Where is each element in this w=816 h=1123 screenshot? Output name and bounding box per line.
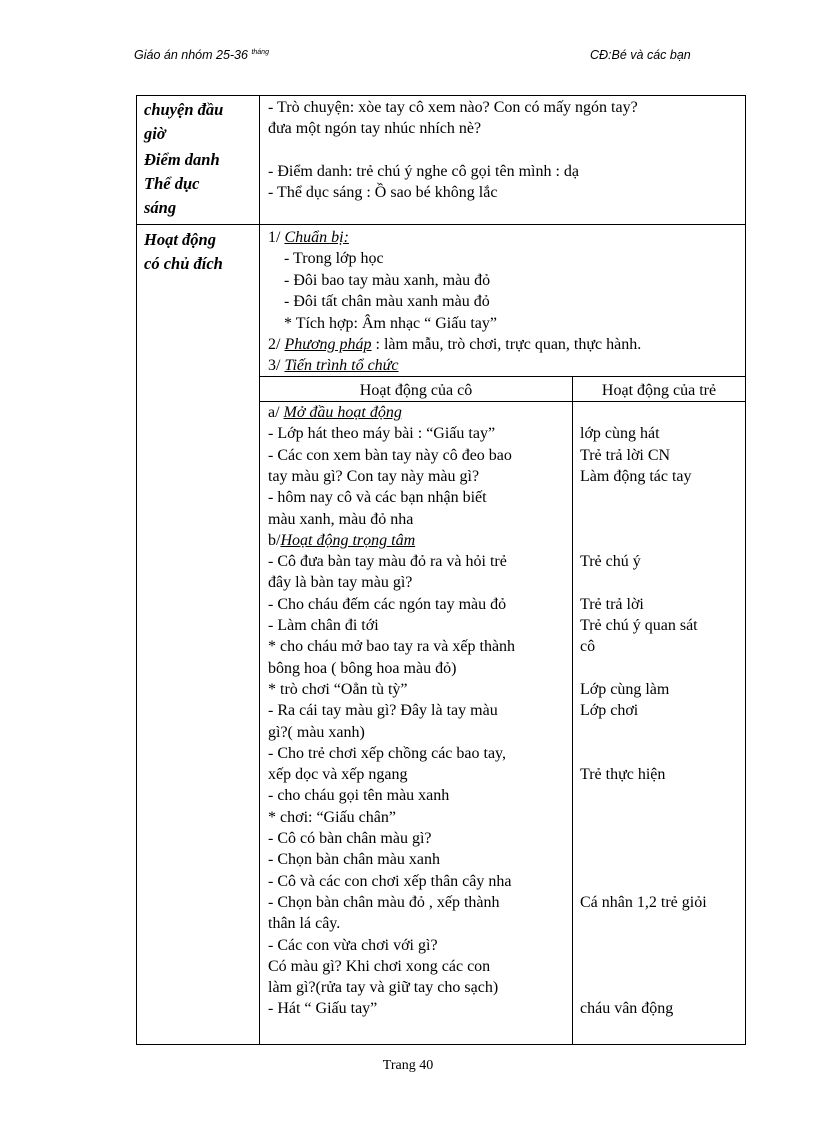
child-line: Lớp chơi (580, 702, 639, 720)
prep-prefix: 1/ (268, 229, 285, 246)
row1-label-line: sáng (144, 198, 177, 217)
child-line: cháu vân động (580, 1000, 674, 1018)
row-divider (137, 224, 745, 225)
child-line: lớp cùng hát (580, 425, 660, 443)
header-right: CĐ:Bé và các bạn (590, 48, 691, 62)
section-prefix: a/ (268, 404, 284, 421)
method-prefix: 2/ (268, 336, 285, 353)
row2-label-line: có chủ đích (144, 254, 223, 273)
child-line: Trẻ trả lời CN (580, 446, 671, 464)
teacher-line: xếp dọc và xếp ngang (268, 766, 408, 784)
teacher-line: - Các con xem bàn tay này cô đeo bao (268, 446, 512, 464)
prep-title: Chuẩn bị: (284, 229, 349, 246)
method-line (268, 334, 641, 355)
col-header-teacher: Hoạt động của cô (359, 382, 473, 399)
teacher-line: - Làm chân đi tới (268, 617, 379, 634)
teacher-section-heading (268, 402, 402, 423)
child-line: Trẻ chú ý (580, 553, 641, 571)
row1-content-line: - Điểm danh: trẻ chú ý nghe cô gọi tên mình : dạ (268, 163, 580, 180)
row1-label-line: Thể dục (144, 174, 200, 193)
process-prefix: 3/ (268, 357, 285, 374)
row2-label-line: Hoạt động (144, 230, 216, 249)
teacher-line: - cho cháu gọi tên màu xanh (268, 787, 450, 805)
header-left-sup: tháng (251, 48, 269, 56)
prep-item: - Đôi bao tay màu xanh, màu đỏ (284, 271, 491, 289)
teacher-line: làm gì?(rửa tay và giữ tay cho sạch) (268, 979, 499, 997)
prep-item: * Tích hợp: Âm nhạc “ Giấu tay” (284, 314, 497, 332)
child-line: cô (580, 638, 596, 656)
method-title: Phương pháp (284, 336, 372, 353)
child-line: Trẻ chú ý quan sát (580, 617, 698, 634)
teacher-line: bông hoa ( bông hoa màu đỏ) (268, 659, 457, 677)
child-line: Cá nhân 1,2 trẻ giỏi (580, 893, 707, 911)
teacher-line: gì?( màu xanh) (268, 723, 365, 741)
teacher-line: - Cho trẻ chơi xếp chồng các bao tay, (268, 744, 506, 762)
row1-label-line: chuyện đầu (144, 100, 224, 119)
row1-label-line: Điểm danh (144, 150, 220, 169)
section-title: Hoạt động trọng tâm (280, 531, 416, 549)
header-left (134, 48, 269, 62)
row1-content-line: - Trò chuyện: xòe tay cô xem nào? Con có mấy ngón tay? (268, 99, 638, 116)
teacher-line: - Chọn bàn chân màu xanh (268, 851, 440, 869)
child-line: Làm động tác tay (580, 467, 692, 485)
teacher-line: tay màu gì? Con tay này màu gì? (268, 467, 480, 485)
inner-column-divider (572, 376, 573, 1044)
teacher-line: - Lớp hát theo máy bài : “Giấu tay” (268, 425, 496, 443)
teacher-line: màu xanh, màu đỏ nha (268, 510, 414, 528)
prep-item: - Đôi tất chân màu xanh màu đỏ (284, 293, 490, 310)
teacher-line: * chơi: “Giấu chân” (268, 808, 396, 826)
child-line: Trẻ thực hiện (580, 766, 666, 784)
lesson-table (136, 95, 746, 1045)
teacher-line: - Cô đưa bàn tay màu đỏ ra và hỏi trẻ (268, 553, 507, 571)
teacher-line: Có màu gì? Khi chơi xong các con (268, 957, 491, 975)
teacher-line: - Các con vừa chơi với gì? (268, 936, 438, 954)
teacher-line: - Cho cháu đếm các ngón tay màu đỏ (268, 595, 507, 613)
column-divider (259, 96, 260, 1044)
method-text: : làm mẫu, trò chơi, trực quan, thực hành. (371, 336, 642, 353)
child-line: Lớp cùng làm (580, 680, 670, 698)
header-left-text: Giáo án nhóm 25-36 (134, 48, 248, 62)
teacher-section-heading (268, 530, 415, 551)
row1-content-line: đưa một ngón tay nhúc nhích nè? (268, 120, 482, 137)
teacher-line: đây là bàn tay màu gì? (268, 574, 413, 592)
teacher-line: - Ra cái tay màu gì? Đây là tay màu (268, 702, 498, 720)
inner-table-top (259, 376, 745, 377)
process-title: Tiến trình tổ chức (284, 357, 399, 374)
teacher-line: thân lá cây. (268, 915, 341, 933)
teacher-line: - hôm nay cô và các bạn nhận biết (268, 489, 487, 507)
teacher-line: * cho cháu mở bao tay ra và xếp thành (268, 638, 516, 656)
prep-item: - Trong lớp học (284, 250, 384, 267)
row1-content-line: - Thể dục sáng : Ồ sao bé không lắc (268, 184, 498, 201)
page-number: Trang 40 (382, 1058, 434, 1073)
teacher-line: - Cô và các con chơi xếp thân cây nha (268, 872, 512, 890)
teacher-line: - Chọn bàn chân màu đỏ , xếp thành (268, 893, 500, 911)
teacher-line: - Hát “ Giấu tay” (268, 1000, 378, 1018)
row1-label-line: giờ (144, 124, 166, 143)
process-line (268, 355, 399, 376)
section-title: Mở đầu hoạt động (283, 404, 402, 421)
child-line: Trẻ trả lời (580, 595, 644, 613)
col-header-child: Hoạt động của trẻ (601, 382, 717, 399)
teacher-line: - Cô có bàn chân màu gì? (268, 830, 432, 847)
teacher-line: * trò chơi “Oẳn tù tỳ” (268, 680, 408, 698)
prep-heading (268, 227, 349, 248)
section-prefix: b/ (268, 531, 281, 549)
